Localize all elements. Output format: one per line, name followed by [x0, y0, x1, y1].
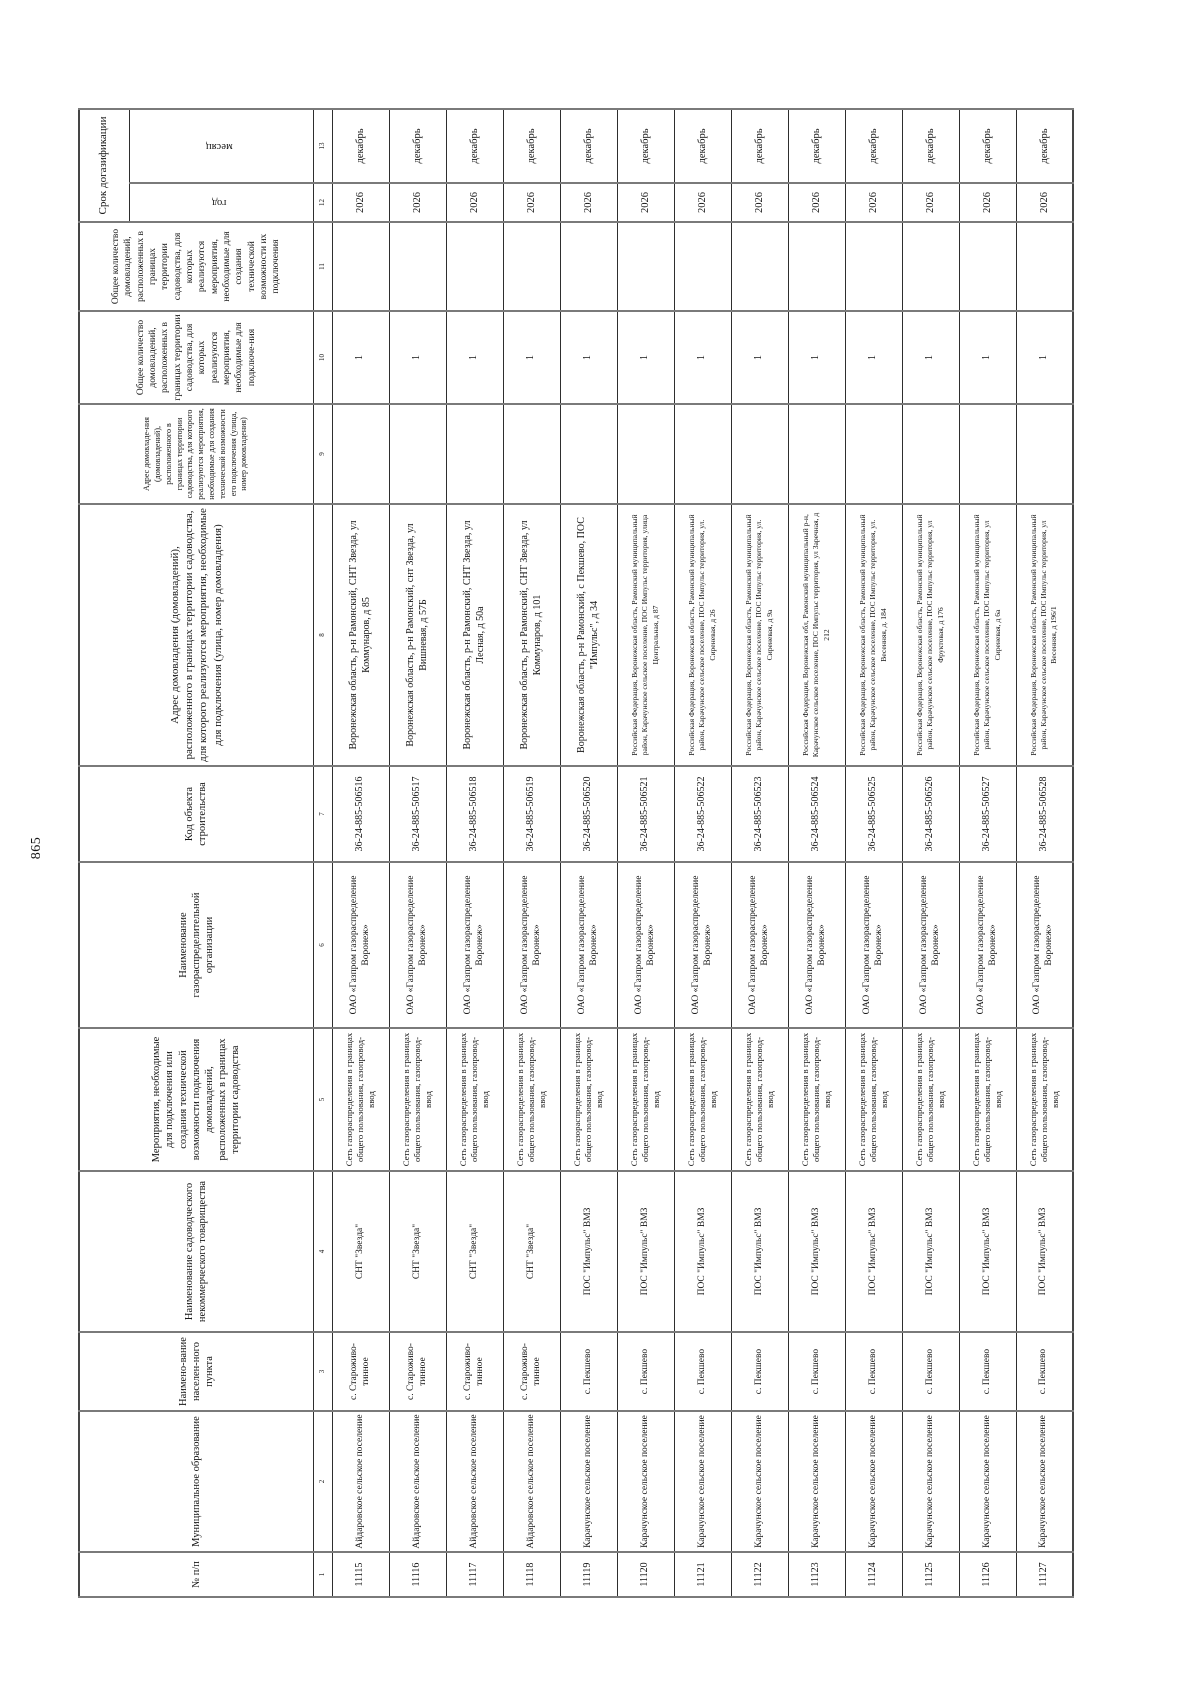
cell-col8: Воронежская область, р-н Рамонский, СНТ Звезда, ул Коммунаров, д 85	[332, 504, 389, 766]
cell-col3: с. Пекшево	[902, 1332, 959, 1411]
mesyac-label: месяц	[205, 140, 233, 152]
cell-col3: с. Староживо-тинное	[503, 1332, 560, 1411]
cell-col11	[389, 222, 446, 311]
cell-col6: ОАО «Газпром газораспределение Воронеж»	[731, 862, 788, 1028]
column-index-9: 9	[313, 404, 332, 504]
cell-col1: 11126	[959, 1552, 1016, 1597]
cell-col5: Сеть газораспределения в границах общего пользования, газопровод-ввод	[902, 1028, 959, 1171]
cell-col2: Карачунское сельское поселение	[959, 1411, 1016, 1552]
cell-col10: 1	[503, 311, 560, 404]
cell-col12: 2026	[731, 183, 788, 222]
cell-col9	[674, 404, 731, 504]
table-row	[845, 109, 902, 1597]
cell-col4: СНТ "Звезда"	[389, 1171, 446, 1332]
cell-col10: 1	[389, 311, 446, 404]
cell-col8: Воронежская область, р-н Рамонский, с Пекшево, ПОС "Импульс", д 34	[560, 504, 617, 766]
cell-col13: декабрь	[731, 109, 788, 183]
cell-col1: 11116	[389, 1552, 446, 1597]
column-index-2: 2	[313, 1411, 332, 1552]
column-index-10: 10	[313, 311, 332, 404]
cell-col7: 36-24-885-506519	[503, 766, 560, 862]
table-row	[503, 109, 560, 1597]
cell-col8: Воронежская область, р-н Рамонский, СНТ Звезда, ул Коммунаров, д 101	[503, 504, 560, 766]
cell-col12: 2026	[1016, 183, 1073, 222]
column-index-4: 4	[313, 1171, 332, 1332]
cell-col12: 2026	[617, 183, 674, 222]
cell-col10: 1	[446, 311, 503, 404]
table-row	[560, 109, 617, 1597]
cell-col10: 1	[332, 311, 389, 404]
table-body	[332, 109, 1073, 1597]
table-row	[446, 109, 503, 1597]
column-header-1: № п/п	[79, 1552, 313, 1597]
column-index-11: 11	[313, 222, 332, 311]
god-label: год	[211, 197, 227, 209]
cell-col8: Российская Федерация, Воронежская область, Рамонский муниципальный район, Карачунское сельское поселение, ПОС Импульс территория, ул. Сиреневая, д 26	[674, 504, 731, 766]
table-row	[731, 109, 788, 1597]
cell-col9	[332, 404, 389, 504]
cell-col7: 36-24-885-506516	[332, 766, 389, 862]
cell-col4: ПОС "Импульс" ВМЗ	[845, 1171, 902, 1332]
cell-col9	[902, 404, 959, 504]
cell-col5: Сеть газораспределения в границах общего пользования, газопровод-ввод	[446, 1028, 503, 1171]
column-index-row	[313, 109, 332, 1597]
cell-col9	[503, 404, 560, 504]
cell-col9	[617, 404, 674, 504]
cell-col11	[332, 222, 389, 311]
cell-col1: 11125	[902, 1552, 959, 1597]
cell-col4: ПОС "Импульс" ВМЗ	[902, 1171, 959, 1332]
column-header-srok-dogazifikacii: Срок догазификации	[79, 109, 129, 222]
cell-col6: ОАО «Газпром газораспределение Воронеж»	[617, 862, 674, 1028]
cell-col7: 36-24-885-506524	[788, 766, 845, 862]
cell-col13: декабрь	[902, 109, 959, 183]
cell-col9	[959, 404, 1016, 504]
cell-col8: Российская Федерация, Воронежская область, Рамонский муниципальный район, Карачунское сельское поселение, ПОС Импульс территория, ул. Сиреневая, д 9а	[731, 504, 788, 766]
cell-col7: 36-24-885-506521	[617, 766, 674, 862]
column-header-6: Наименование газораспределительной организации	[79, 862, 313, 1028]
cell-col3: с. Пекшево	[674, 1332, 731, 1411]
cell-col11	[731, 222, 788, 311]
cell-col12: 2026	[902, 183, 959, 222]
column-header-12-god	[129, 183, 313, 222]
column-header-10: Общее количество домовладений, расположенных в границах территории садоводства, для которых реализуются мероприятия, необходимые для подключе-ния	[79, 311, 313, 404]
column-index-13: 13	[313, 109, 332, 183]
cell-col6: ОАО «Газпром газораспределение Воронеж»	[902, 862, 959, 1028]
column-header-4: Наименование садоводческого некоммерческого товарищества	[79, 1171, 313, 1332]
column-header-7: Код объекта строительства	[79, 766, 313, 862]
cell-col12: 2026	[503, 183, 560, 222]
cell-col11	[788, 222, 845, 311]
cell-col12: 2026	[389, 183, 446, 222]
cell-col11	[446, 222, 503, 311]
column-header-11: Общее количество домовладений, расположенных в границах территории садоводства, для которых реализуются мероприятия, необходимые для создания технической возможности их подключения	[79, 222, 313, 311]
cell-col7: 36-24-885-506523	[731, 766, 788, 862]
cell-col3: с. Пекшево	[1016, 1332, 1073, 1411]
cell-col13: декабрь	[788, 109, 845, 183]
cell-col3: с. Пекшево	[788, 1332, 845, 1411]
cell-col4: ПОС "Импульс" ВМЗ	[674, 1171, 731, 1332]
cell-col10: 1	[959, 311, 1016, 404]
cell-col2: Карачунское сельское поселение	[902, 1411, 959, 1552]
cell-col1: 11120	[617, 1552, 674, 1597]
column-header-2: Муниципальное образование	[79, 1411, 313, 1552]
cell-col1: 11121	[674, 1552, 731, 1597]
cell-col5: Сеть газораспределения в границах общего пользования, газопровод-ввод	[617, 1028, 674, 1171]
cell-col12: 2026	[674, 183, 731, 222]
cell-col6: ОАО «Газпром газораспределение Воронеж»	[959, 862, 1016, 1028]
table-row	[617, 109, 674, 1597]
cell-col10: 1	[731, 311, 788, 404]
cell-col9	[560, 404, 617, 504]
table-header	[79, 109, 332, 1597]
column-index-6: 6	[313, 862, 332, 1028]
cell-col3: с. Староживо-тинное	[446, 1332, 503, 1411]
cell-col6: ОАО «Газпром газораспределение Воронеж»	[1016, 862, 1073, 1028]
cell-col2: Карачунское сельское поселение	[617, 1411, 674, 1552]
cell-col13: декабрь	[446, 109, 503, 183]
column-header-13-mesyac	[129, 109, 313, 183]
cell-col5: Сеть газораспределения в границах общего пользования, газопровод-ввод	[503, 1028, 560, 1171]
cell-col1: 11117	[446, 1552, 503, 1597]
cell-col5: Сеть газораспределения в границах общего пользования, газопровод-ввод	[332, 1028, 389, 1171]
cell-col1: 11124	[845, 1552, 902, 1597]
cell-col5: Сеть газораспределения в границах общего пользования, газопровод-ввод	[1016, 1028, 1073, 1171]
cell-col6: ОАО «Газпром газораспределение Воронеж»	[674, 862, 731, 1028]
cell-col2: Карачунское сельское поселение	[674, 1411, 731, 1552]
cell-col8: Российская Федерация, Воронежская область, Рамонский муниципальный район, Карачунское сельское поселение, ПОС Импульс территория, ул Фруктовая, д 176	[902, 504, 959, 766]
cell-col12: 2026	[560, 183, 617, 222]
cell-col9	[845, 404, 902, 504]
cell-col10: 1	[1016, 311, 1073, 404]
cell-col13: декабрь	[560, 109, 617, 183]
cell-col2: Карачунское сельское поселение	[788, 1411, 845, 1552]
cell-col10: 1	[902, 311, 959, 404]
cell-col7: 36-24-885-506528	[1016, 766, 1073, 862]
cell-col12: 2026	[845, 183, 902, 222]
cell-col10: 1	[788, 311, 845, 404]
cell-col8: Воронежская область, р-н Рамонский, снт Звезда, ул Вишневая, д 57Б	[389, 504, 446, 766]
cell-col1: 11119	[560, 1552, 617, 1597]
cell-col13: декабрь	[959, 109, 1016, 183]
cell-col1: 11122	[731, 1552, 788, 1597]
column-index-5: 5	[313, 1028, 332, 1171]
cell-col12: 2026	[446, 183, 503, 222]
cell-col5: Сеть газораспределения в границах общего пользования, газопровод-ввод	[845, 1028, 902, 1171]
column-header-5: Мероприятия, необходимые для подключения или создания технической возможности подключения домовладений, расположенных в границах территории садоводства	[79, 1028, 313, 1171]
cell-col13: декабрь	[845, 109, 902, 183]
table-row	[389, 109, 446, 1597]
cell-col2: Карачунское сельское поселение	[845, 1411, 902, 1552]
cell-col7: 36-24-885-506518	[446, 766, 503, 862]
cell-col7: 36-24-885-506527	[959, 766, 1016, 862]
cell-col13: декабрь	[674, 109, 731, 183]
column-header-8: Адрес домовладения (домовладений), расположенного в границах территории садоводства, для которого реализуются мероприятия, необходимые для подключения (улица, номер домовладения)	[79, 504, 313, 766]
cell-col6: ОАО «Газпром газораспределение Воронеж»	[332, 862, 389, 1028]
cell-col6: ОАО «Газпром газораспределение Воронеж»	[446, 862, 503, 1028]
cell-col1: 11123	[788, 1552, 845, 1597]
cell-col6: ОАО «Газпром газораспределение Воронеж»	[845, 862, 902, 1028]
cell-col4: СНТ "Звезда"	[503, 1171, 560, 1332]
cell-col13: декабрь	[332, 109, 389, 183]
cell-col11	[902, 222, 959, 311]
cell-col11	[1016, 222, 1073, 311]
cell-col9	[389, 404, 446, 504]
table-row	[332, 109, 389, 1597]
cell-col7: 36-24-885-506525	[845, 766, 902, 862]
cell-col9	[788, 404, 845, 504]
cell-col3: с. Пекшево	[845, 1332, 902, 1411]
cell-col7: 36-24-885-506520	[560, 766, 617, 862]
cell-col3: с. Староживо-тинное	[389, 1332, 446, 1411]
cell-col13: декабрь	[503, 109, 560, 183]
column-header-3: Наимено-вание населен-ного пункта	[79, 1332, 313, 1411]
cell-col11	[617, 222, 674, 311]
cell-col2: Карачунское сельское поселение	[1016, 1411, 1073, 1552]
table-row	[788, 109, 845, 1597]
cell-col12: 2026	[332, 183, 389, 222]
landscape-table-wrapper	[78, 110, 1072, 1598]
cell-col9	[1016, 404, 1073, 504]
cell-col6: ОАО «Газпром газораспределение Воронеж»	[560, 862, 617, 1028]
cell-col2: Карачунское сельское поселение	[731, 1411, 788, 1552]
cell-col13: декабрь	[1016, 109, 1073, 183]
cell-col5: Сеть газораспределения в границах общего пользования, газопровод-ввод	[731, 1028, 788, 1171]
cell-col9	[731, 404, 788, 504]
cell-col5: Сеть газораспределения в границах общего пользования, газопровод-ввод	[959, 1028, 1016, 1171]
cell-col2: Айдаровское сельское поселение	[446, 1411, 503, 1552]
cell-col11	[503, 222, 560, 311]
table-row	[674, 109, 731, 1597]
cell-col3: с. Пекшево	[617, 1332, 674, 1411]
column-index-12: 12	[313, 183, 332, 222]
cell-col2: Айдаровское сельское поселение	[332, 1411, 389, 1552]
cell-col13: декабрь	[389, 109, 446, 183]
cell-col4: ПОС "Импульс" ВМЗ	[788, 1171, 845, 1332]
cell-col11	[959, 222, 1016, 311]
cell-col7: 36-24-885-506526	[902, 766, 959, 862]
cell-col9	[446, 404, 503, 504]
cell-col10: 1	[674, 311, 731, 404]
cell-col4: ПОС "Импульс" ВМЗ	[560, 1171, 617, 1332]
table-row	[959, 109, 1016, 1597]
cell-col8: Воронежская область, р-н Рамонский, СНТ Звезда, ул Лесная, д 50а	[446, 504, 503, 766]
cell-col8: Российская Федерация, Воронежская область, Рамонский муниципальный район, Карачунское сельское поселение, ПОС Импульс территория, ул Весенняя, д 196/1	[1016, 504, 1073, 766]
cell-col4: СНТ "Звезда"	[332, 1171, 389, 1332]
cell-col4: ПОС "Импульс" ВМЗ	[1016, 1171, 1073, 1332]
column-index-7: 7	[313, 766, 332, 862]
cell-col11	[674, 222, 731, 311]
cell-col3: с. Пекшево	[560, 1332, 617, 1411]
cell-col10: 1	[560, 311, 617, 404]
column-index-3: 3	[313, 1332, 332, 1411]
table-row	[1016, 109, 1073, 1597]
cell-col8: Российская Федерация, Воронежская область, Рамонский муниципальный район, Карачунское сельское поселение, ПОС Импульс территория, ул. Весенняя, д. 184	[845, 504, 902, 766]
cell-col3: с. Пекшево	[731, 1332, 788, 1411]
cell-col4: ПОС "Импульс" ВМЗ	[731, 1171, 788, 1332]
cell-col1: 11127	[1016, 1552, 1073, 1597]
page-number: 865	[29, 836, 44, 860]
cell-col13: декабрь	[617, 109, 674, 183]
cell-col7: 36-24-885-506517	[389, 766, 446, 862]
cell-col10: 1	[617, 311, 674, 404]
column-header-9: Адрес домовладе-ния (домовладений), расположенного в границах территории садоводства, для которого реализуются мероприятия, необходимые для создания технической возможности его подключения (улица, номер домовладения)	[79, 404, 313, 504]
table-row	[902, 109, 959, 1597]
cell-col6: ОАО «Газпром газораспределение Воронеж»	[788, 862, 845, 1028]
cell-col11	[845, 222, 902, 311]
cell-col4: ПОС "Импульс" ВМЗ	[959, 1171, 1016, 1332]
cell-col11	[560, 222, 617, 311]
cell-col5: Сеть газораспределения в границах общего пользования, газопровод-ввод	[674, 1028, 731, 1171]
dogazification-table	[78, 108, 1074, 1598]
cell-col8: Российская Федерация, Воронежская обл, Рамонский муниципальный р-н, Карачунское сельское поселение, ПОС Импульс территория, ул Заречная, д 212	[788, 504, 845, 766]
cell-col12: 2026	[959, 183, 1016, 222]
cell-col6: ОАО «Газпром газораспределение Воронеж»	[503, 862, 560, 1028]
cell-col8: Российская Федерация, Воронежская область, Рамонский муниципальный район, Карачунское сельское поселение, ПОС Импульс территория, ул Сиреневая, д 6а	[959, 504, 1016, 766]
cell-col2: Карачунское сельское поселение	[560, 1411, 617, 1552]
rotated-table-area	[78, 110, 1072, 1598]
cell-col2: Айдаровское сельское поселение	[503, 1411, 560, 1552]
cell-col5: Сеть газораспределения в границах общего пользования, газопровод-ввод	[389, 1028, 446, 1171]
cell-col1: 11115	[332, 1552, 389, 1597]
cell-col4: СНТ "Звезда"	[446, 1171, 503, 1332]
cell-col7: 36-24-885-506522	[674, 766, 731, 862]
cell-col5: Сеть газораспределения в границах общего пользования, газопровод-ввод	[560, 1028, 617, 1171]
cell-col4: ПОС "Импульс" ВМЗ	[617, 1171, 674, 1332]
column-index-8: 8	[313, 504, 332, 766]
cell-col10: 1	[845, 311, 902, 404]
cell-col6: ОАО «Газпром газораспределение Воронеж»	[389, 862, 446, 1028]
column-index-1: 1	[313, 1552, 332, 1597]
cell-col3: с. Пекшево	[959, 1332, 1016, 1411]
cell-col3: с. Староживо-тинное	[332, 1332, 389, 1411]
cell-col2: Айдаровское сельское поселение	[389, 1411, 446, 1552]
cell-col12: 2026	[788, 183, 845, 222]
cell-col8: Российская Федерация, Воронежская область, Рамонский муниципальный район, Карачунское сельское поселение, ПОС Импульс территория, улица Центральная, д 87	[617, 504, 674, 766]
cell-col5: Сеть газораспределения в границах общего пользования, газопровод-ввод	[788, 1028, 845, 1171]
cell-col1: 11118	[503, 1552, 560, 1597]
